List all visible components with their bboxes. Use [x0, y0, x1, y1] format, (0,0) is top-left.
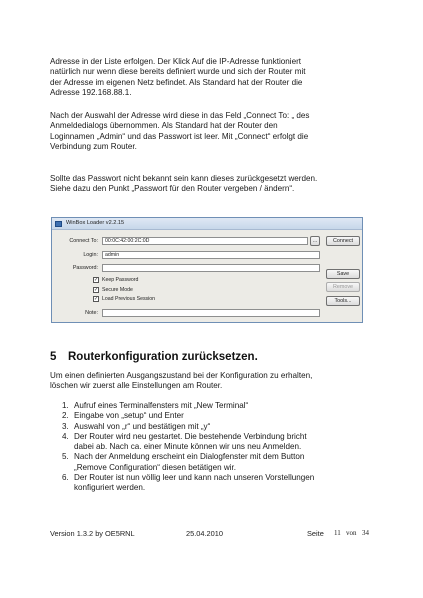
section-title: Routerkonfiguration zurücksetzen. [68, 351, 258, 363]
load-previous-session-label: Load Previous Session [102, 296, 156, 302]
login-label: Login: [83, 252, 98, 258]
footer-of-label: von [346, 529, 357, 537]
secure-mode-checkbox[interactable]: ✓ [94, 287, 99, 293]
winbox-app-icon [55, 221, 62, 227]
footer-page-label: Seite [307, 529, 324, 538]
list-item: 2. Eingabe von „setup“ und Enter [62, 411, 184, 421]
window-titlebar [52, 218, 362, 230]
footer-version: Version 1.3.2 by OE5RNL [50, 529, 135, 538]
window-title: WinBox Loader v2.2.15 [66, 220, 125, 226]
section-number: 5 [50, 351, 57, 363]
load-previous-session-checkbox[interactable]: ✓ [94, 296, 99, 302]
list-item: 5. Nach der Anmeldung erscheint ein Dialogfenster mit dem Button „Remove Configuration“ diesen betätigen wir. [62, 452, 305, 472]
connect-to-label: Connect To: [69, 238, 98, 244]
connect-to-field[interactable]: 00:0C:42:00:2C:0D [102, 237, 308, 245]
section-intro: Um einen definierten Ausgangszustand bei der Konfiguration zu erhalten, löschen wir zuerst alle Einstellungen am Router. [50, 371, 313, 391]
list-item: 6. Der Router ist nun völlig leer und kann nach unseren Vorstellungen konfiguriert werden. [62, 473, 315, 493]
list-item: 1. Aufruf eines Terminalfensters mit „New Terminal“ [62, 401, 249, 410]
list-item: 3. Auswahl von „r“ und bestätigen mit „y“ [62, 421, 211, 431]
winbox-loader-screenshot [51, 217, 363, 323]
note-label: Note: [85, 310, 98, 316]
connect-button[interactable]: Connect [326, 236, 360, 246]
section-heading [50, 351, 258, 363]
login-field[interactable]: admin [102, 251, 320, 259]
password-label: Password: [72, 265, 98, 271]
steps-list [62, 401, 382, 494]
remove-button[interactable]: Remove [326, 282, 360, 292]
footer-date: 25.04.2010 [186, 529, 223, 538]
note-field[interactable] [102, 309, 320, 317]
save-button[interactable]: Save [326, 269, 360, 279]
keep-password-label: Keep Password [102, 277, 139, 283]
browse-button[interactable]: ... [310, 236, 320, 246]
paragraph-ip-address: Adresse in der Liste erfolgen. Der Klick Auf die IP-Adresse funktioniert natürlich nur wenn diese bereits definiert wurde und sich der Router mit der Adresse im eigenen Netz befindet. Als Standard hat der Router die Adresse 192.168.88.1. [50, 57, 306, 97]
tools-button[interactable]: Tools... [326, 296, 360, 306]
keep-password-checkbox[interactable]: ✓ [94, 277, 99, 283]
footer-page-number: 11 [334, 529, 341, 537]
password-field[interactable] [102, 264, 320, 272]
paragraph-address-selection: Nach der Auswahl der Adresse wird diese in das Feld „Connect To: „ des Anmeldedialogs übernommen. Als Standard hat der Router den Loginnamen „Admin“ und das Passwort ist leer. Mit „Connect“ erfolgt die Verbindung zum Router. [50, 111, 310, 151]
paragraph-password-reset: Sollte das Passwort nicht bekannt sein kann dieses zurückgesetzt werden. Siehe dazu den Punkt „Passwort für den Router vergeben / ändern“. [50, 174, 318, 194]
footer-page-total: 34 [362, 529, 369, 537]
list-item: 4. Der Router wird neu gestartet. Die bestehende Verbindung bricht dabei ab. Nach ca. einer Minute können wir uns neu Anmelden. [62, 431, 307, 452]
secure-mode-label: Secure Mode [102, 287, 133, 293]
